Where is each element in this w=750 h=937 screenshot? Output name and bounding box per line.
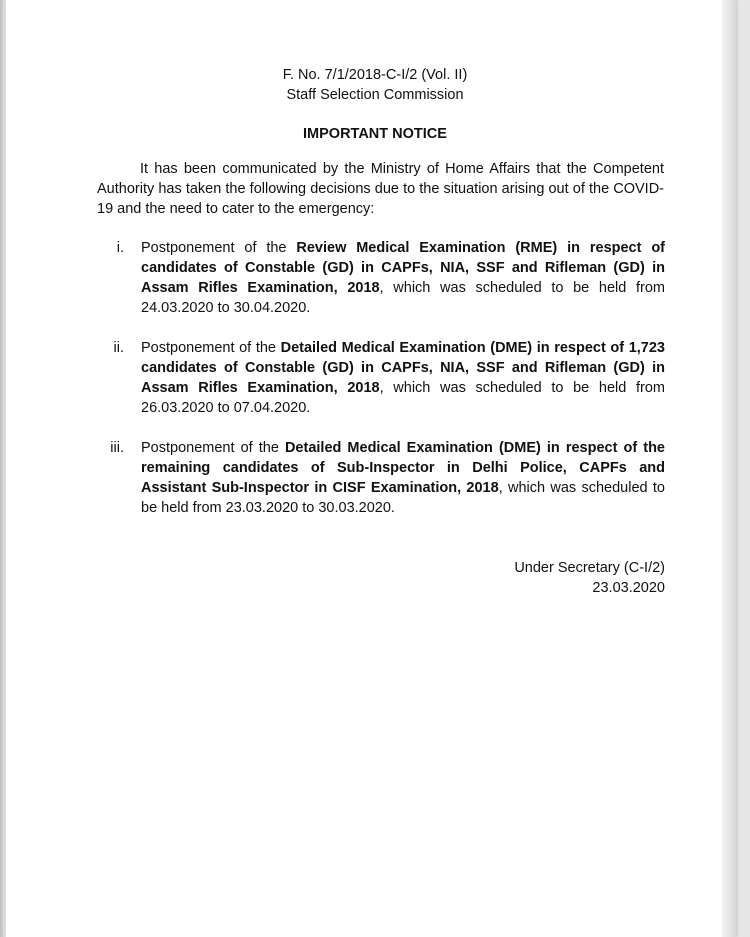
item-bold-text: Detailed Medical Examination (DME) in respect of the remaining candidates of Sub-Inspector in Delhi Police, CAPFs and Assistant Sub-Inspector in CISF Examination, 2018 xyxy=(141,440,665,496)
item-text: Postponement of the Detailed Medical Examination (DME) in respect of the remaining candidates of Sub-Inspector in Delhi Police, CAPFs and Assistant Sub-Inspector in CISF Examination, 2018, which was scheduled to be held from 23.03.2020 to 30.03.2020. xyxy=(141,440,665,516)
item-bold-text: Review Medical Examination (RME) in respect of candidates of Constable (GD) in CAPFs, NIA, SSF and Rifleman (GD) in Assam Rifles Examination, 2018 xyxy=(141,240,666,296)
notice-title: IMPORTANT NOTICE xyxy=(303,126,447,142)
intro-paragraph: It has been communicated by the Ministry of Home Affairs that the Competent Authority has taken the following decisions due to the situation arising out of the COVID-19 and the need to cater to the emergency: xyxy=(97,161,664,217)
signatory: Under Secretary (C-I/2) xyxy=(514,560,665,576)
item-number: iii. xyxy=(110,440,124,456)
file-number: F. No. 7/1/2018-C-I/2 (Vol. II) xyxy=(282,67,468,83)
item-text: Postponement of the Review Medical Examination (RME) in respect of candidates of Constable (GD) in CAPFs, NIA, SSF and Rifleman (GD) in Assam Rifles Examination, 2018, which was scheduled to be held from 24.03.2020 to 30.04.2020. xyxy=(141,240,666,316)
document-page xyxy=(6,0,736,937)
item-number: ii. xyxy=(113,340,124,356)
item-number: i. xyxy=(116,240,124,256)
item-text: Postponement of the Detailed Medical Examination (DME) in respect of 1,723 candidates of Constable (GD) in CAPFs, NIA, SSF and Rifleman (GD) in Assam Rifles Examination, 2018, which was scheduled to be held from 26.03.2020 to 07.04.2020. xyxy=(141,340,666,416)
signature-date: 23.03.2020 xyxy=(592,580,665,596)
organization-name: Staff Selection Commission xyxy=(286,87,464,103)
item-bold-text: Detailed Medical Examination (DME) in respect of 1,723 candidates of Constable (GD) in CAPFs, NIA, SSF and Rifleman (GD) in Assam Rifles Examination, 2018 xyxy=(141,340,666,396)
